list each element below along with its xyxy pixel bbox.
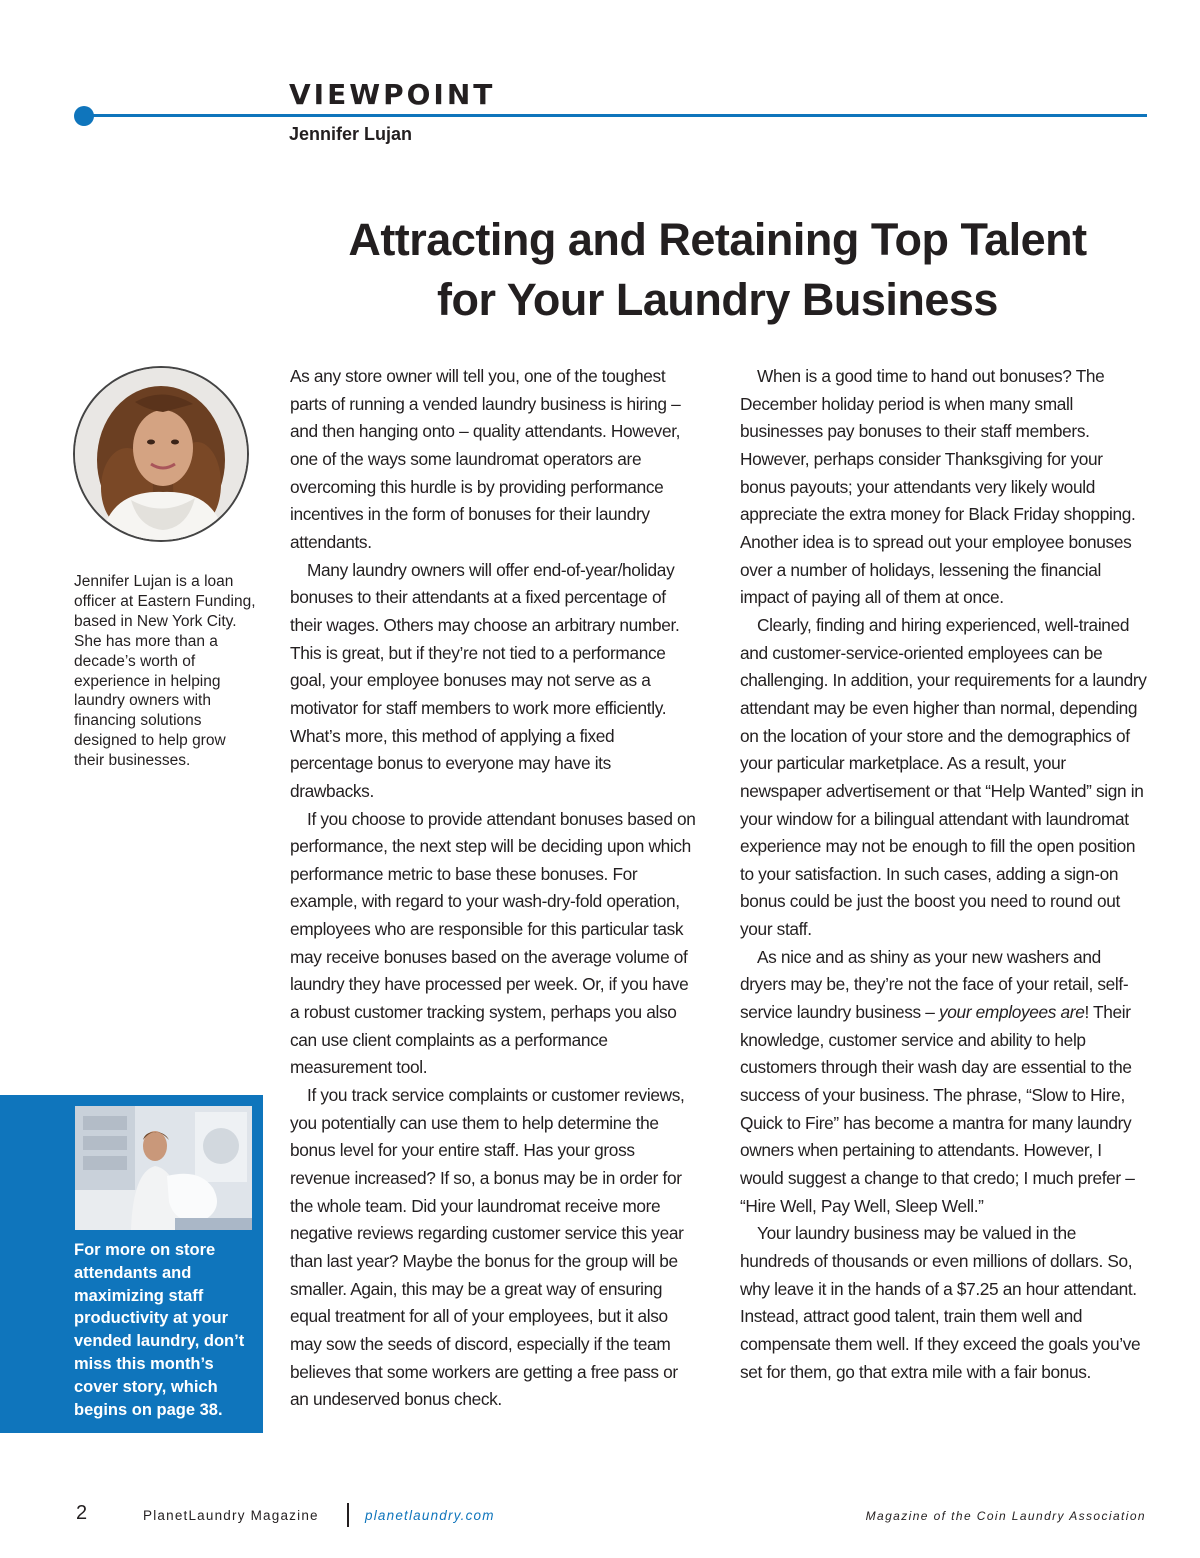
- article-column-1: [290, 363, 698, 1414]
- magazine-name: PlanetLaundry Magazine: [143, 1508, 319, 1523]
- section-rule: [84, 114, 1147, 117]
- article-paragraph: Clearly, finding and hiring experienced, well-trained and customer-service-oriented employees can be challenging. In addition, your requirements for a laundry attendant may be even higher than normal, depending on the location of your store and the demographics of your particular marketplace. As a result, your newspaper advertisement or that “Help Wanted” sign in your window for a bilingual attendant with laundromat experience may not be enough to fill the open position to your satisfaction. In such cases, adding a sign-on bonus could be just the boost you need to round out your staff.: [740, 614, 1147, 940]
- article-paragraph: [740, 944, 1148, 1221]
- article-paragraph: When is a good time to hand out bonuses? The December holiday period is when many small businesses pay bonuses to their staff members. However, perhaps consider Thanksgiving for your bonus payouts; your attendants very likely would appreciate the extra money for Black Friday shopping. Another idea is to spread out your employee bonuses over a number of holidays, lessening the financial impact of paying all of them at once.: [740, 366, 1136, 608]
- laundry-attendant-illustration: [75, 1106, 252, 1230]
- article-paragraph: If you choose to provide attendant bonuses based on performance, the next step will be deciding upon which performance metric to base these bonuses. For example, with regard to your wash-dry-fold operation, employees who are responsible for this particular task may receive bonuses based on the average volume of laundry they have processed per week. Or, if you have a robust customer tracking system, perhaps you also can use client complaints as a performance measurement tool.: [290, 808, 696, 1078]
- article-column-2: [740, 363, 1148, 1386]
- article-title-line-1: Attracting and Retaining Top Talent: [348, 214, 1087, 265]
- promo-text: For more on store attendants and maximizing staff productivity at your vended laundry, don’t miss this month’s cover story, which begins on page 38.: [74, 1241, 245, 1419]
- magazine-url-link[interactable]: planetlaundry.com: [365, 1508, 495, 1523]
- article-text: As nice and as shiny as your new washers and dryers may be, they’re not the face of your retail, self-service laundry business –: [740, 946, 1129, 1023]
- article-paragraph: Your laundry business may be valued in the hundreds of thousands or even millions of dollars. So, why leave it in the hands of a $7.25 an hour attendant. Instead, attract good talent, train them well and compensate them well. If they exceed the goals you’ve set for them, go that extra mile with a fair bonus.: [740, 1223, 1141, 1382]
- article-title-line-2: for Your Laundry Business: [437, 274, 998, 325]
- author-portrait-illustration: [75, 368, 247, 540]
- article-paragraph: Many laundry owners will offer end-of-year/holiday bonuses to their attendants at a fixed percentage of their wages. Others may choose an arbitrary number. This is great, but if they’re not tied to a performance goal, your employee bonuses may not serve as a motivator for staff members to work more efficiently. What’s more, this method of applying a fixed percentage bonus to everyone may have its drawbacks.: [290, 559, 680, 801]
- footer-divider: [347, 1503, 349, 1527]
- section-label: VIEWPOINT: [289, 78, 496, 111]
- article-title: [290, 210, 1145, 330]
- article-text: ! Their knowledge, customer service and ability to help customers through their wash day are essential to the success of your business. The phrase, “Slow to Hire, Quick to Fire” has become a mantra for many laundry owners when pertaining to attendants. However, I would suggest a change to that credo; I much prefer – “Hire Well, Pay Well, Sleep Well.”: [740, 1002, 1135, 1216]
- author-bio: Jennifer Lujan is a loan officer at Eastern Funding, based in New York City. She has more than a decade’s worth of experience in helping laundry owners with financing solutions designed to help grow their businesses.: [74, 573, 256, 770]
- article-paragraph: As any store owner will tell you, one of the toughest parts of running a vended laundry business is hiring – and then hanging onto – quality attendants. However, one of the ways some laundromat operators are overcoming this hurdle is by providing performance incentives in the form of bonuses for their laundry attendants.: [290, 366, 681, 552]
- article-paragraph: If you track service complaints or customer reviews, you potentially can use them to help determine the bonus level for your entire staff. Has your gross revenue increased? If so, a bonus may be in order for the whole team. Did your laundromat receive more negative reviews regarding customer service this year than last year? Maybe the bonus for the group will be smaller. Again, this may be a great way of ensuring equal treatment for all of your employees, but it also may sow the seeds of discord, especially if the team believes that some workers are getting a free pass or an undeserved bonus check.: [290, 1085, 685, 1410]
- author-byline: Jennifer Lujan: [289, 124, 413, 144]
- page-number: 2: [76, 1502, 88, 1524]
- article-emphasis: your employees are: [939, 1002, 1085, 1023]
- promo-photo: [75, 1106, 252, 1230]
- author-headshot: [73, 366, 249, 542]
- footer-tagline: Magazine of the Coin Laundry Association: [865, 1509, 1146, 1523]
